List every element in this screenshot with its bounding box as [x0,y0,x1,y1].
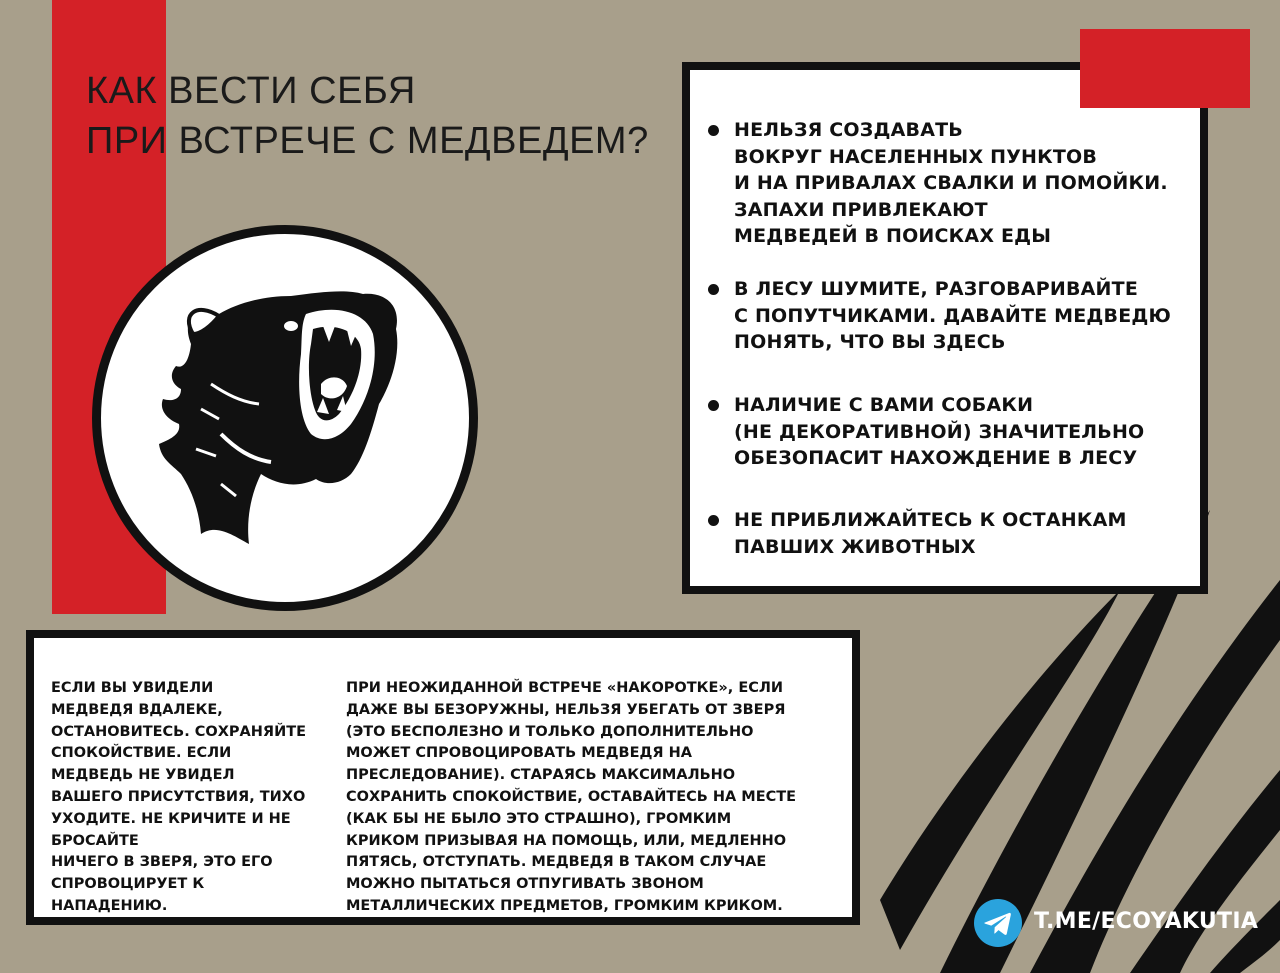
advice-line: (КАК БЫ НЕ БЫЛО ЭТО СТРАШНО), ГРОМКИМ [346,810,732,827]
advice-line: ЕСЛИ ВЫ УВИДЕЛИ [51,680,214,696]
tip-line: НЕЛЬЗЯ СОЗДАВАТЬ [734,119,963,141]
tip-item [708,117,1168,250]
bullet-icon [708,400,719,411]
title-line-2: ПРИ ВСТРЕЧЕ С МЕДВЕДЕМ? [86,120,649,162]
advice-line: ПРИ НЕОЖИДАННОЙ ВСТРЕЧЕ «НАКОРОТКЕ», ЕСЛИ [346,680,784,696]
tips-panel-content [690,70,1200,586]
tip-line: В ЛЕСУ ШУМИТЕ, РАЗГОВАРИВАЙТЕ [734,278,1138,300]
tip-item [708,276,1171,356]
advice-line: НИЧЕГО В ЗВЕРЯ, ЭТО ЕГО [51,854,273,871]
tip-line: НАЛИЧИЕ С ВАМИ СОБАКИ [734,394,1034,416]
advice-line: (ЭТО БЕСПОЛЕЗНО И ТОЛЬКО ДОПОЛНИТЕЛЬНО [346,723,754,740]
advice-close-encounter [346,678,796,918]
telegram-channel-link[interactable]: T.ME/ECOYAKUTIA [1034,909,1259,934]
tip-line: И НА ПРИВАЛАХ СВАЛКИ И ПОМОЙКИ. [734,172,1168,194]
tip-line: (НЕ ДЕКОРАТИВНОЙ) ЗНАЧИТЕЛЬНО [734,420,1145,443]
advice-panel-content [34,638,852,917]
tip-line: ПАВШИХ ЖИВОТНЫХ [734,535,976,558]
advice-line: МЕДВЕДЯ ВДАЛЕКЕ, [51,701,223,718]
advice-line: СПРОВОЦИРУЕТ К [51,876,205,893]
tip-line: МЕДВЕДЕЙ В ПОИСКАХ ЕДЫ [734,225,1052,247]
advice-line: МЕДВЕДЬ НЕ УВИДЕЛ [51,767,235,784]
tip-line: С ПОПУТЧИКАМИ. ДАВАЙТЕ МЕДВЕДЮ [734,304,1172,327]
advice-line: БРОСАЙТЕ [51,832,139,849]
advice-line: НАПАДЕНИЮ. [51,897,168,914]
advice-line: ВАШЕГО ПРИСУТСТВИЯ, ТИХО [51,788,306,805]
tip-line: НЕ ПРИБЛИЖАЙТЕСЬ К ОСТАНКАМ [734,509,1127,531]
bullet-icon [708,515,719,526]
telegram-icon[interactable] [974,899,1022,947]
advice-line: ПРЕСЛЕДОВАНИЕ). СТАРАЯСЬ МАКСИМАЛЬНО [346,767,736,784]
advice-line: ДАЖЕ ВЫ БЕЗОРУЖНЫ, НЕЛЬЗЯ УБЕГАТЬ ОТ ЗВЕРЯ [346,701,786,718]
bear-illustration [92,225,478,611]
advice-line: СОХРАНИТЬ СПОКОЙСТВИЕ, ОСТАВАЙТЕСЬ НА МЕСТЕ [346,788,797,805]
tip-line: ОБЕЗОПАСИТ НАХОЖДЕНИЕ В ЛЕСУ [734,447,1138,469]
bear-head-icon [101,234,469,602]
tip-line: ПОНЯТЬ, ЧТО ВЫ ЗДЕСЬ [734,331,1006,353]
page-title [86,66,649,166]
advice-line: МЕТАЛЛИЧЕСКИХ ПРЕДМЕТОВ, ГРОМКИМ КРИКОМ. [346,897,783,914]
advice-distant-bear [51,678,306,918]
bullet-icon [708,125,719,136]
advice-line: МОЖЕТ СПРОВОЦИРОВАТЬ МЕДВЕДЯ НА [346,745,692,762]
advice-line: КРИКОМ ПРИЗЫВАЯ НА ПОМОЩЬ, ИЛИ, МЕДЛЕННО [346,832,787,849]
tip-line: ВОКРУГ НАСЕЛЕННЫХ ПУНКТОВ [734,145,1098,168]
title-line-1: КАК ВЕСТИ СЕБЯ [86,70,416,112]
red-accent-square [1080,29,1250,108]
tips-panel [682,62,1208,594]
advice-panel [26,630,860,925]
advice-line: ПЯТЯСЬ, ОТСТУПАТЬ. МЕДВЕДЯ В ТАКОМ СЛУЧАЕ [346,854,767,871]
tip-item [708,507,1127,560]
advice-line: ОСТАНОВИТЕСЬ. СОХРАНЯЙТЕ [51,723,307,740]
tip-item [708,392,1144,472]
bullet-icon [708,284,719,295]
tip-line: ЗАПАХИ ПРИВЛЕКАЮТ [734,198,988,221]
advice-line: СПОКОЙСТВИЕ. ЕСЛИ [51,745,232,762]
advice-line: УХОДИТЕ. НЕ КРИЧИТЕ И НЕ [51,810,291,827]
advice-line: МОЖНО ПЫТАТЬСЯ ОТПУГИВАТЬ ЗВОНОМ [346,876,704,893]
